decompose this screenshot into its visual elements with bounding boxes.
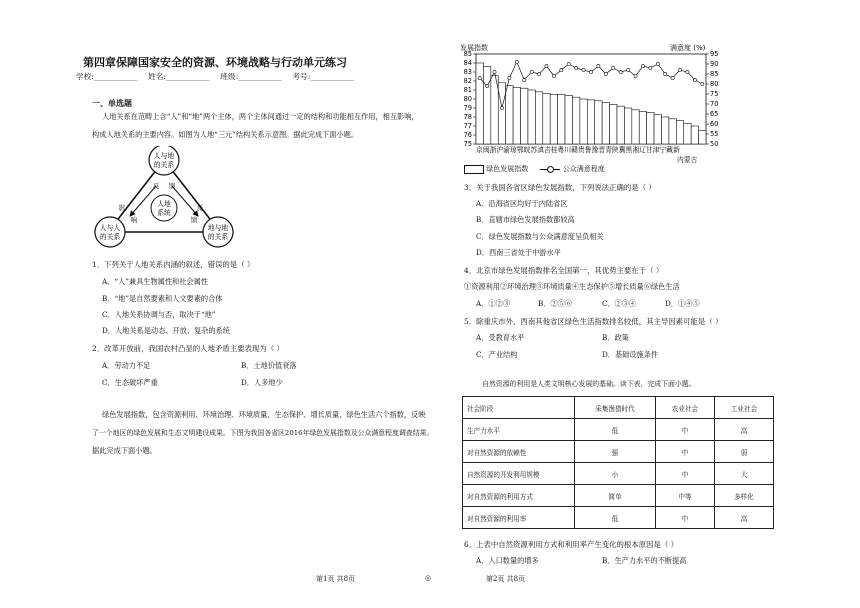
- y2-tick-label: 60: [710, 120, 719, 129]
- y2-tick-label: 50: [710, 140, 719, 149]
- chart-legend: [464, 164, 605, 174]
- option[interactable]: A．劳动力不足: [102, 361, 151, 370]
- table-header-cell: 工业社会: [714, 397, 773, 419]
- bar: [521, 88, 528, 144]
- arrow-label: 馈: [190, 216, 198, 224]
- satisfaction-point: [537, 72, 540, 75]
- y-tick-label: 81: [463, 86, 472, 95]
- question-stem: 4．北京市绿色发展指数排名全国第一，其优势主要在于（ ）: [464, 266, 664, 275]
- bar: [528, 90, 535, 144]
- left-node-label: 的关系: [99, 233, 121, 241]
- bar: [639, 112, 646, 144]
- y-tick-label: 83: [463, 68, 472, 77]
- satisfaction-point: [671, 76, 674, 79]
- y-axis-label: 发展指数: [460, 44, 488, 52]
- question-stem: 3．关于我国各省区绿色发展指数，下列说法正确的是（ ）: [464, 183, 656, 192]
- table-cell: 中: [655, 441, 714, 463]
- left-node: [95, 217, 125, 247]
- table-cell: 高: [714, 419, 773, 441]
- section-heading: 一、单选题: [92, 99, 132, 108]
- table-cell: 自然资源的开发利用规模: [463, 463, 575, 485]
- resource-table: [462, 396, 774, 529]
- table-row: [463, 507, 774, 529]
- satisfaction-point: [552, 74, 555, 77]
- table-cell: 低: [574, 507, 655, 529]
- satisfaction-point: [515, 60, 518, 63]
- satisfaction-point: [626, 68, 629, 71]
- question-stem: 5．除重庆市外，西南其他省区绿色生活指数排名较低，其主导因素可能是（ ）: [464, 317, 723, 326]
- y-tick-label: 84: [463, 59, 472, 68]
- page-number-left: 第1页 共8页: [316, 575, 356, 583]
- table-cell: 中等: [655, 485, 714, 507]
- y-tick-label: 79: [463, 104, 472, 113]
- table-cell: 多样化: [714, 485, 773, 507]
- bar: [624, 108, 631, 144]
- bar: [617, 106, 624, 144]
- y-tick-label: 75: [463, 140, 472, 149]
- option[interactable]: A．①②③: [476, 299, 510, 308]
- table-cell: 中: [655, 463, 714, 485]
- table-header-cell: 社会阶段: [463, 397, 575, 419]
- passage-line: 人地关系在范畴上含“人”和“地”两个主体，两个主体间通过一定的结构和功能相互作用，相互影响，: [102, 112, 419, 121]
- table-cell: 强: [574, 441, 655, 463]
- y-tick-label: 80: [463, 95, 472, 104]
- bar: [476, 63, 483, 144]
- page-title: 第四章保障国家安全的资源、环境战略与行动单元练习: [83, 56, 347, 69]
- y-tick-label: 76: [463, 131, 472, 140]
- satisfaction-point: [649, 66, 652, 69]
- table-cell: 简单: [574, 485, 655, 507]
- satisfaction-point: [597, 64, 600, 67]
- arrow-label: 响: [130, 216, 138, 224]
- binding-mark: ◎: [425, 574, 432, 582]
- table-cell: 中: [655, 507, 714, 529]
- y2-tick-label: 85: [710, 70, 719, 79]
- bar: [580, 99, 587, 144]
- bar: [558, 95, 565, 145]
- satisfaction-point: [641, 64, 644, 67]
- right-node: [203, 217, 233, 247]
- option[interactable]: A．“人”兼具生物属性和社会属性: [102, 277, 208, 286]
- satisfaction-point: [656, 62, 659, 65]
- satisfaction-point: [493, 70, 496, 73]
- table-row: [463, 419, 774, 441]
- satisfaction-point: [701, 82, 704, 85]
- y2-tick-label: 80: [710, 80, 719, 89]
- bar: [684, 123, 691, 144]
- question-stem: 1．下列关于人地关系内涵的叙述，错误的是（ ）: [92, 260, 255, 269]
- arrow-label: 馈: [168, 182, 176, 190]
- bar: [572, 97, 579, 144]
- satisfaction-point: [523, 78, 526, 81]
- satisfaction-point: [486, 84, 489, 87]
- bar: [587, 100, 594, 144]
- option[interactable]: B．直辖市绿色发展指数都较高: [476, 215, 575, 224]
- y2-tick-label: 65: [710, 110, 719, 119]
- center-node-label: 人地: [157, 200, 171, 208]
- question-stem: 2．改革开放前，我国农村凸显的人地矛盾主要表现为（ ）: [92, 344, 284, 353]
- bar: [691, 126, 698, 144]
- school-field[interactable]: 学校:___________: [75, 72, 138, 81]
- left-node-label: 人与人: [99, 224, 121, 232]
- top-node-label: 的关系: [153, 161, 175, 169]
- table-header-cell: 农业社会: [655, 397, 714, 419]
- option[interactable]: D．人地关系是动态、开放、复杂的系统: [102, 326, 230, 335]
- satisfaction-point: [589, 70, 592, 73]
- option[interactable]: C．绿色发展指数与公众满意度呈负相关: [476, 232, 604, 241]
- legend-bar-label: 绿色发展指数: [486, 165, 529, 173]
- y2-tick-label: 90: [710, 60, 719, 69]
- table-header-row: [463, 397, 774, 419]
- satisfaction-point: [604, 72, 607, 75]
- legend-line-swatch: [540, 166, 560, 173]
- table-cell: 弱: [714, 441, 773, 463]
- option[interactable]: B．②⑤⑥: [538, 299, 573, 308]
- bar: [632, 110, 639, 144]
- satisfaction-point: [478, 76, 481, 79]
- passage-line: 绿色发展指数，包含资源利用、环境治理、环境质量、生态保护、增长质量、绿色生活六个指数，反映: [102, 410, 426, 419]
- satisfaction-point: [582, 68, 585, 71]
- satisfaction-point: [686, 70, 689, 73]
- table-cell: 小: [574, 463, 655, 485]
- option[interactable]: B．政策: [602, 333, 629, 342]
- satisfaction-point: [545, 64, 548, 67]
- option[interactable]: C．人地关系协调与否，取决于“地”: [102, 310, 216, 319]
- table-cell: 低: [574, 419, 655, 441]
- bar: [654, 114, 661, 144]
- option[interactable]: D．西南三省处于中游水平: [476, 248, 561, 257]
- name-field[interactable]: 姓名:___________: [148, 72, 210, 81]
- table-cell: 生产力水平: [463, 419, 575, 441]
- table-cell: 中: [655, 419, 714, 441]
- option[interactable]: D．①④⑤: [665, 299, 700, 308]
- option[interactable]: C．生态破坏严重: [102, 378, 158, 387]
- y2-tick-label: 75: [710, 90, 719, 99]
- y2-tick-label: 55: [710, 130, 719, 139]
- option[interactable]: B．“地”是自然要素和人文要素的合体: [102, 294, 223, 303]
- passage-line: 自然资源的利用是人类文明核心发展的基础。读下表，完成下面小题。: [482, 380, 696, 388]
- bar: [506, 86, 513, 145]
- option[interactable]: D．基础设施条件: [602, 350, 659, 359]
- human-land-diagram: [90, 146, 238, 250]
- satisfaction-point: [567, 62, 570, 65]
- table-row: [463, 463, 774, 485]
- bar: [565, 95, 572, 144]
- satisfaction-point: [619, 70, 622, 73]
- bar: [699, 131, 706, 145]
- satisfaction-point: [664, 72, 667, 75]
- satisfaction-point: [678, 68, 681, 71]
- table-cell: 对自然资源的依赖性: [463, 441, 575, 463]
- bar: [498, 83, 505, 144]
- bar: [595, 101, 602, 144]
- y-tick-label: 78: [463, 113, 472, 122]
- x-category-labels: 京闽浙沪渝琼鄂皖苏滇吉桂粤川赣贵鲁豫晋青陕冀黑湘辽甘津宁藏新: [476, 146, 680, 154]
- passage-line: 据此完成下面小题。: [92, 446, 157, 455]
- table-cell: 高: [714, 507, 773, 529]
- question-stem: 6．上表中自然资源利用方式和利用率产生变化的根本原因是（ ）: [464, 540, 678, 549]
- satisfaction-point: [530, 70, 533, 73]
- table-cell: 对自然资源的利用方式: [463, 485, 575, 507]
- satisfaction-point: [508, 76, 511, 79]
- question-line: ①资源利用②环境治理③环境质量④生态保护⑤增长质量⑥绿色生活: [464, 282, 680, 291]
- table-cell: 对自然资源的利用率: [463, 507, 575, 529]
- legend-bar-swatch: [464, 165, 484, 174]
- exam-number-field[interactable]: 考号:___________: [292, 72, 355, 81]
- option[interactable]: B．土地价值衰落: [241, 361, 297, 370]
- satisfaction-point: [560, 68, 563, 71]
- table-cell: 大: [714, 463, 773, 485]
- bar: [676, 121, 683, 144]
- y2-axis-label: 满意度 (%): [670, 44, 706, 52]
- satisfaction-point: [612, 66, 615, 69]
- page-number-right: 第2页 共8页: [486, 575, 526, 583]
- option[interactable]: B．生产力水平的不断提高: [602, 556, 687, 565]
- option[interactable]: D．人多地少: [241, 378, 283, 387]
- satisfaction-point: [634, 74, 637, 77]
- satisfaction-point: [693, 78, 696, 81]
- table-row: [463, 441, 774, 463]
- center-node-label: 系统: [157, 209, 171, 217]
- green-development-chart: [448, 40, 730, 180]
- y2-tick-label: 95: [710, 50, 719, 59]
- satisfaction-point: [575, 66, 578, 69]
- option[interactable]: A．沿海省区均好于内陆省区: [476, 199, 568, 208]
- table-header-cell: 采集渔猎时代: [574, 397, 655, 419]
- student-info-fields: [0, 71, 430, 82]
- table-row: [463, 485, 774, 507]
- option[interactable]: C．②③④: [602, 299, 637, 308]
- x-category-label-extra: 内蒙古: [677, 156, 698, 164]
- passage-line: 了一个地区的绿色发展和生态文明建设成果。下图为我国各省区2016年绿色发展指数及公众满意程度调查结果。: [92, 429, 434, 437]
- bar: [602, 103, 609, 144]
- class-field[interactable]: 班级:___________: [220, 72, 282, 81]
- arrow-label: 反: [196, 204, 204, 212]
- bar: [535, 92, 542, 144]
- bar: [513, 87, 520, 144]
- satisfaction-point: [500, 106, 503, 109]
- y2-tick-label: 70: [710, 100, 719, 109]
- bar: [550, 95, 557, 145]
- arrow-label: 影: [118, 204, 126, 212]
- bar: [483, 67, 490, 144]
- bar: [610, 104, 617, 144]
- bar: [647, 113, 654, 145]
- y-tick-label: 82: [463, 77, 472, 86]
- option[interactable]: A．人口数量的增多: [476, 556, 539, 565]
- legend-line-label: 公众满意程度: [562, 165, 605, 173]
- bar: [661, 117, 668, 144]
- passage-line: 构成人地关系的主要内容。如图为人地“三元”结构关系示意图。据此完成下面小题。: [92, 130, 359, 139]
- y-tick-label: 85: [463, 50, 472, 59]
- right-node-label: 的关系: [207, 233, 229, 241]
- bar: [669, 119, 676, 144]
- arrow-label: 反: [152, 182, 160, 190]
- bar: [543, 94, 550, 144]
- option[interactable]: C．产业结构: [476, 350, 518, 359]
- right-node-label: 地与地: [207, 224, 229, 232]
- y-tick-label: 77: [463, 122, 472, 131]
- center-node: [151, 195, 177, 221]
- option[interactable]: A．受教育水平: [476, 333, 525, 342]
- top-node-label: 人与地: [153, 152, 175, 160]
